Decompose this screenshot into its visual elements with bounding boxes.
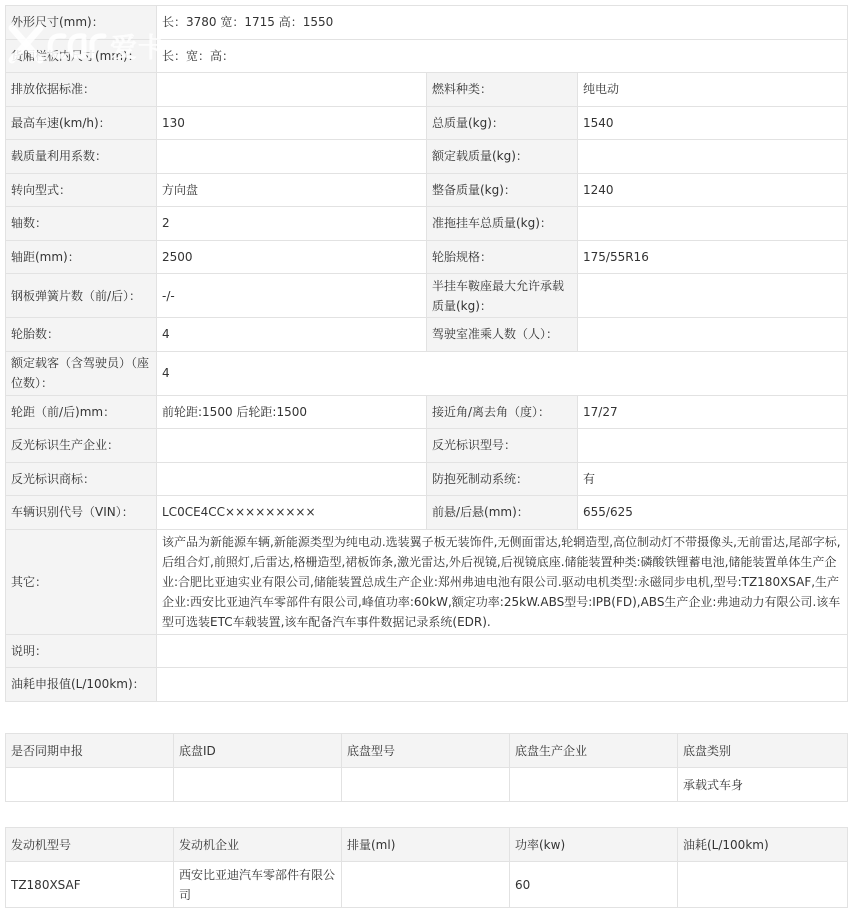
spec-value xyxy=(157,668,848,702)
table-cell xyxy=(342,768,510,802)
spec-row-note xyxy=(6,634,848,668)
table-cell xyxy=(174,768,342,802)
table-cell xyxy=(678,862,848,908)
column-header: 底盘型号 xyxy=(342,734,510,768)
table-row xyxy=(6,768,848,802)
spec-value: 2 xyxy=(157,207,427,241)
table-cell xyxy=(510,768,678,802)
spec-label: 钢板弹簧片数（前/后）： xyxy=(6,274,157,318)
spec-value: 2500 xyxy=(157,240,427,274)
spec-row xyxy=(6,462,848,496)
spec-value: 175/55R16 xyxy=(578,240,848,274)
spec-value xyxy=(578,318,848,352)
spec-row xyxy=(6,496,848,530)
spec-label: 其它： xyxy=(6,529,157,634)
spec-label: 轴数： xyxy=(6,207,157,241)
spec-value xyxy=(578,207,848,241)
spec-value xyxy=(157,140,427,174)
spec-label: 轴距(mm)： xyxy=(6,240,157,274)
spec-row xyxy=(6,173,848,207)
spec-label: 半挂车鞍座最大允许承载质量(kg)： xyxy=(427,274,578,318)
spec-row xyxy=(6,274,848,318)
spec-row-passengers xyxy=(6,351,848,395)
spec-value: 4 xyxy=(157,351,848,395)
spec-value: 1240 xyxy=(578,173,848,207)
spec-row xyxy=(6,140,848,174)
table-cell: TZ180XSAF xyxy=(6,862,174,908)
spec-row-cargo xyxy=(6,39,848,73)
spec-label: 车辆识别代号（VIN）： xyxy=(6,496,157,530)
column-header: 发动机型号 xyxy=(6,828,174,862)
spec-value: 1540 xyxy=(578,106,848,140)
spec-row xyxy=(6,73,848,107)
spec-row-fuel xyxy=(6,668,848,702)
spec-value xyxy=(157,462,427,496)
spec-value: -/- xyxy=(157,274,427,318)
spec-label: 驾驶室准乘人数（人）： xyxy=(427,318,578,352)
spec-value: 130 xyxy=(157,106,427,140)
table-header-row xyxy=(6,828,848,862)
spec-value xyxy=(578,140,848,174)
table-cell xyxy=(6,768,174,802)
spec-label: 轮距（前/后)mm： xyxy=(6,395,157,429)
spec-label: 燃料种类： xyxy=(427,73,578,107)
spec-label: 外形尺寸(mm)： xyxy=(6,6,157,40)
spec-row xyxy=(6,240,848,274)
table-row xyxy=(6,862,848,908)
spec-label: 载质量利用系数： xyxy=(6,140,157,174)
spec-label: 转向型式： xyxy=(6,173,157,207)
spec-value xyxy=(157,73,427,107)
table-cell: 60 xyxy=(510,862,678,908)
spec-value xyxy=(157,634,848,668)
column-header: 油耗(L/100km) xyxy=(678,828,848,862)
spec-row xyxy=(6,429,848,463)
spec-label: 油耗申报值(L/100km)： xyxy=(6,668,157,702)
spec-value: 17/27 xyxy=(578,395,848,429)
table-cell: 西安比亚迪汽车零部件有限公司 xyxy=(174,862,342,908)
spec-row xyxy=(6,318,848,352)
spec-row xyxy=(6,395,848,429)
spec-row-other xyxy=(6,529,848,634)
spec-label: 额定载质量(kg)： xyxy=(427,140,578,174)
spec-label: 轮胎规格： xyxy=(427,240,578,274)
spec-label: 货厢栏板内尺寸(mm)： xyxy=(6,39,157,73)
spec-value xyxy=(157,429,427,463)
spec-label: 最高车速(km/h)： xyxy=(6,106,157,140)
spec-value: 长：3780 宽：1715 高：1550 xyxy=(157,6,848,40)
column-header: 底盘类别 xyxy=(678,734,848,768)
table-cell: 承载式车身 xyxy=(678,768,848,802)
spec-value: 纯电动 xyxy=(578,73,848,107)
column-header: 排量(ml) xyxy=(342,828,510,862)
table-cell xyxy=(342,862,510,908)
column-header: 是否同期申报 xyxy=(6,734,174,768)
watermark-text: 爱卡 xyxy=(110,33,166,64)
spec-label: 反光标识型号： xyxy=(427,429,578,463)
spec-value xyxy=(578,274,848,318)
engine-table xyxy=(5,827,848,908)
spec-label: 防抱死制动系统： xyxy=(427,462,578,496)
column-header: 功率(kw) xyxy=(510,828,678,862)
chassis-table xyxy=(5,733,848,802)
spec-value: 有 xyxy=(578,462,848,496)
spec-value: 该产品为新能源车辆,新能源类型为纯电动.选装翼子板无装饰件,无侧面雷达,轮辋造型,高位制动灯不带摄像头,无前雷达,尾部字标,后组合灯,前照灯,后雷达,格栅造型,裙板饰条,激光雷达,外后视镜,后视镜底座.储能装置种类:磷酸铁锂蓄电池,储能装置单体生产企业:合肥比亚迪实业有限公司,储能装置总成生产企业:郑州弗迪电池有限公司.驱动电机类型:永磁同步电机,型号:TZ180XSAF,生产企业:西安比亚迪汽车零部件有限公司,峰值功率:60kW,额定功率:25kW.ABS型号:IPB(FD),ABS生产企业:弗迪动力有限公司.该车型可选装ETC车载装置,该车配备汽车事件数据记录系统(EDR). xyxy=(157,529,848,634)
column-header: 发动机企业 xyxy=(174,828,342,862)
spec-row xyxy=(6,106,848,140)
spec-label: 整备质量(kg)： xyxy=(427,173,578,207)
spec-label: 额定载客（含驾驶员）（座位数）： xyxy=(6,351,157,395)
spec-value: 4 xyxy=(157,318,427,352)
spec-label: 排放依据标准： xyxy=(6,73,157,107)
spec-label: 反光标识商标： xyxy=(6,462,157,496)
spec-label: 准拖挂车总质量(kg)： xyxy=(427,207,578,241)
spec-label: 反光标识生产企业： xyxy=(6,429,157,463)
spec-label: 轮胎数： xyxy=(6,318,157,352)
spec-row xyxy=(6,207,848,241)
spec-label: 总质量(kg)： xyxy=(427,106,578,140)
spec-label: 前悬/后悬(mm)： xyxy=(427,496,578,530)
vehicle-spec-table xyxy=(5,5,848,702)
spec-row-dims xyxy=(6,6,848,40)
spec-value: 655/625 xyxy=(578,496,848,530)
spec-value: 方向盘 xyxy=(157,173,427,207)
table-header-row xyxy=(6,734,848,768)
spec-value: 前轮距:1500 后轮距:1500 xyxy=(157,395,427,429)
spec-label: 接近角/离去角（度）： xyxy=(427,395,578,429)
column-header: 底盘ID xyxy=(174,734,342,768)
spec-value xyxy=(578,429,848,463)
column-header: 底盘生产企业 xyxy=(510,734,678,768)
spec-value: 长：宽：高： xyxy=(157,39,848,73)
spec-label: 说明： xyxy=(6,634,157,668)
spec-value: LC0CE4CC××××××××× xyxy=(157,496,427,530)
